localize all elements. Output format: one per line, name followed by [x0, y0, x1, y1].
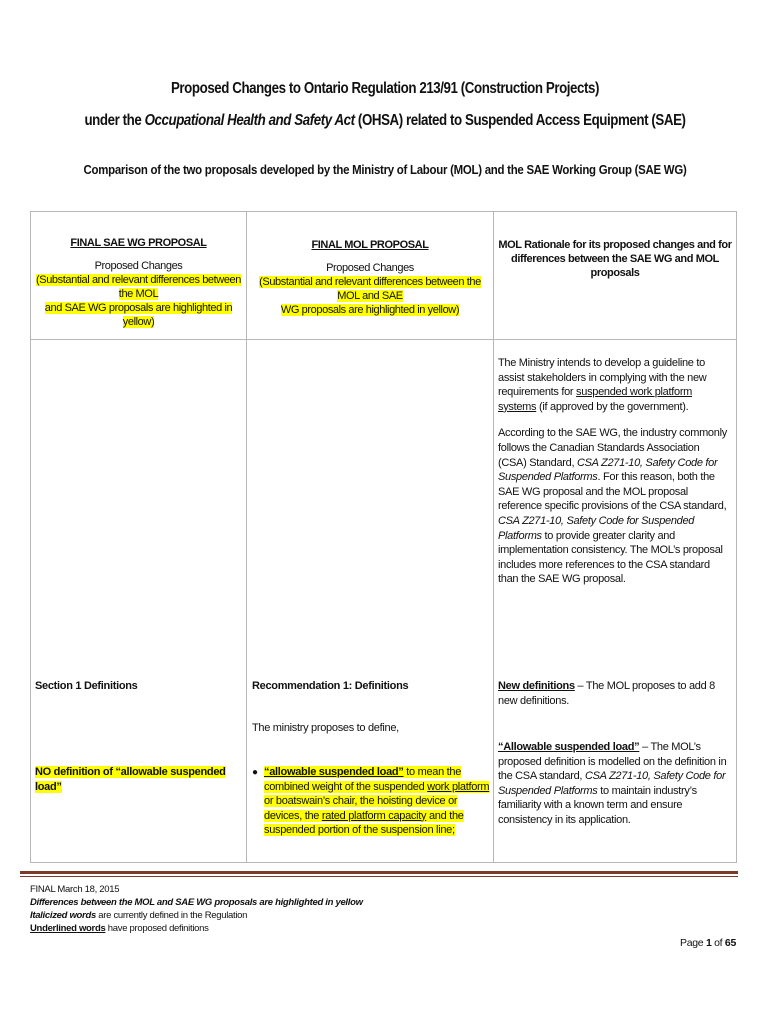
rationale-allowable-load: “Allowable suspended load” – The MOL’s proposed definition is modelled on the definition in the CSA standard, CSA Z271-10, Safety Code for Suspended Platforms to maintain industry’s familiarity with a known term and ensure consistency in its application. — [498, 741, 727, 826]
bullet-icon: ● — [252, 767, 259, 778]
header-mol — [247, 238, 493, 317]
footer-rule — [20, 871, 738, 874]
comparison-table — [30, 211, 737, 863]
rationale-guideline-paragraph: The Ministry intends to develop a guideline to assist stakeholders in complying with the new requirements for suspended work platform systems (if approved by the government). — [498, 357, 707, 413]
header-row-divider — [31, 339, 736, 340]
footer-underline-note: Underlined words have proposed definitions — [30, 923, 209, 934]
document-title-line1: Proposed Changes to Ontario Regulation 213/91 (Construction Projects) — [170, 80, 600, 97]
sae-allowable-load-item: NO definition of “allowable suspended load” — [35, 766, 226, 793]
header-rationale — [494, 238, 736, 280]
sae-wg-column-subtitle: Proposed Changes — [94, 260, 183, 272]
document-subtitle: Comparison of the two proposals developed by the Ministry of Labour (MOL) and the SAE Working Group (SAE WG) — [83, 162, 687, 177]
document-title-line2: under the Occupational Health and Safety Act (OHSA) related to Suspended Access Equipment (SAE) — [84, 112, 686, 129]
page-number: Page 1 of 65 — [680, 937, 736, 949]
mol-note-line2: WG proposals are highlighted in yellow) — [280, 304, 460, 316]
ohsa-italic-title: Occupational Health and Safety Act — [144, 112, 355, 129]
sae-wg-column-title: FINAL SAE WG PROPOSAL — [70, 237, 207, 249]
sae-section1-heading: Section 1 Definitions — [35, 680, 138, 692]
mol-definitions-intro: The ministry proposes to define, — [252, 722, 399, 734]
mol-column-subtitle: Proposed Changes — [326, 262, 414, 274]
mol-column-title: FINAL MOL PROPOSAL — [311, 239, 429, 251]
footer-date: FINAL March 18, 2015 — [30, 884, 120, 895]
mol-recommendation1-heading: Recommendation 1: Definitions — [252, 680, 409, 692]
rationale-title-line1: MOL Rationale for its proposed changes and for — [498, 239, 732, 251]
rationale-title-line2: differences between the SAE WG and MOL proposals — [511, 253, 719, 279]
rationale-csa-paragraph: According to the SAE WG, the industry commonly follows the Canadian Standards Association (CSA) Standard, CSA Z271-10, Safety Code for Suspended Platforms. For this reason, both the SAE WG proposal and the MOL proposal reference specific provisions of the CSA standard, CSA Z271-10, Safety Code for Suspended Platforms to provide greater clarity and implementation consistency. The MOL’s proposal includes more references to the CSA standard than the SAE WG proposal. — [498, 427, 727, 586]
footer-rule — [20, 876, 738, 877]
mol-note-line1: (Substantial and relevant differences between the MOL and SAE — [259, 276, 481, 302]
rationale-intro — [498, 356, 730, 599]
rationale-new-definitions: New definitions – The MOL proposes to add 8 new definitions. — [498, 680, 715, 707]
footer-italic-note: Italicized words are currently defined in the Regulation — [30, 910, 248, 921]
footer-highlight-note: Differences between the MOL and SAE WG proposals are highlighted in yellow — [30, 897, 363, 908]
mol-allowable-load-definition: “allowable suspended load” to mean the combined weight of the suspended work platform or boatswain’s chair, the hoisting device or devices, the rated platform capacity and the suspended portion of the suspension line; — [264, 766, 490, 837]
sae-wg-note-line1: (Substantial and relevant differences between the MOL — [36, 274, 241, 300]
column-divider — [493, 212, 494, 862]
sae-wg-note-line2: and SAE WG proposals are highlighted in yellow) — [44, 302, 233, 328]
header-sae-wg — [31, 236, 246, 329]
